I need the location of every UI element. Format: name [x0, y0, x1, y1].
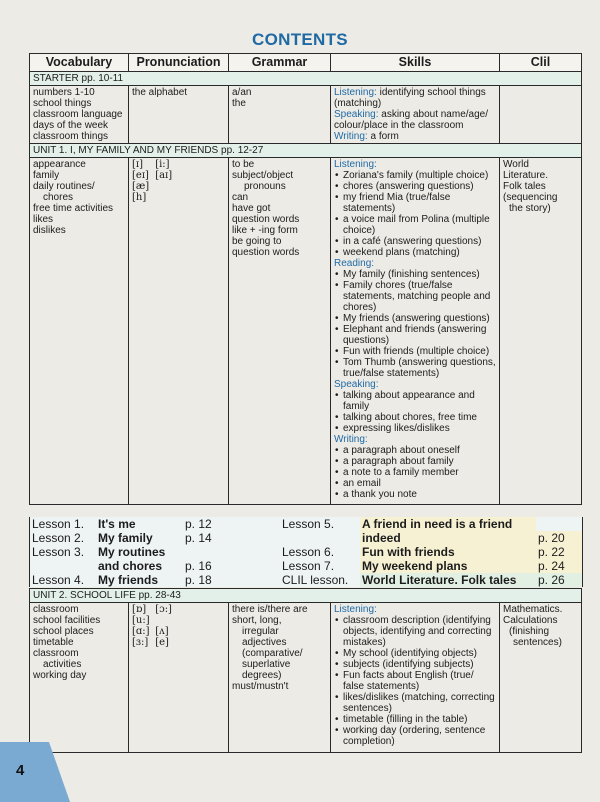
list-item: classroom [33, 648, 79, 659]
phoneme: [i:] [155, 159, 170, 170]
lesson-page [183, 545, 280, 559]
lesson-row [30, 545, 582, 559]
list-item: days of the week [33, 120, 109, 131]
lesson-row [30, 559, 582, 573]
list-item: • working day (ordering, sentence completion) [334, 725, 496, 747]
phoneme: [ɑ:] [132, 626, 150, 637]
phoneme: [æ] [132, 181, 150, 192]
list-item: have got [232, 203, 271, 214]
lesson-title: My friends [98, 573, 159, 587]
list-item: degrees) [242, 670, 282, 681]
starter-clil [500, 86, 582, 144]
writing-label: Writing: [334, 434, 368, 445]
header-row [30, 54, 582, 72]
list-item: family [33, 170, 60, 181]
unit1-clil [500, 158, 582, 505]
unit1-heading-row [30, 144, 582, 158]
lesson-page: p. 14 [185, 531, 212, 545]
list-item: (finishing [509, 626, 550, 637]
phoneme: [ɔ:] [155, 604, 172, 615]
phoneme: [ʌ] [155, 626, 169, 637]
header-grammar: Grammar [229, 54, 331, 72]
reading-list [334, 269, 496, 379]
lesson-number: Lesson 5. [282, 517, 335, 531]
listening-label: Listening: [334, 159, 377, 170]
lesson-page: p. 22 [536, 545, 582, 559]
list-item: Calculations [503, 615, 558, 626]
starter-skills [331, 86, 500, 144]
list-item: • a voice mail from Polina (multiple choice) [334, 214, 496, 236]
list-item: pronouns [244, 181, 286, 192]
list-item: timetable [33, 637, 74, 648]
list-item: • a note to a family member [334, 467, 496, 478]
unit2-heading-row [30, 589, 582, 603]
unit1-heading: UNIT 1. I, MY FAMILY AND MY FRIENDS pp. 12-27 [30, 144, 582, 158]
list-item: • classroom description (identifying objects, identifying and correcting mistakes) [334, 615, 496, 648]
lesson-title: World Literature. Folk tales [360, 573, 536, 587]
lesson-row [30, 531, 582, 545]
list-item: school things [33, 98, 92, 109]
list-item: • Elephant and friends (answering questions) [334, 324, 496, 346]
unit1-grammar [229, 158, 331, 505]
unit1-vocabulary [30, 158, 129, 505]
phoneme: [eɪ] [132, 170, 149, 181]
list-item: • talking about appearance and family [334, 390, 496, 412]
pron-row [132, 604, 225, 615]
list-item: be going to [232, 236, 282, 247]
list-item: • expressing likes/dislikes [334, 423, 496, 434]
list-item: question words [232, 247, 300, 258]
contents-table [29, 53, 582, 505]
list-item: a/an [232, 87, 252, 98]
list-item: World [503, 159, 529, 170]
list-item: • timetable (filling in the table) [334, 714, 496, 725]
lesson-page: p. 20 [536, 531, 582, 545]
lesson-title: My weekend plans [360, 559, 536, 573]
header-vocabulary: Vocabulary [30, 54, 129, 72]
listening-label: Listening: [334, 604, 377, 615]
pron-row [132, 615, 225, 626]
list-item: Mathematics. [503, 604, 563, 615]
list-item: classroom language [33, 109, 123, 120]
list-item: • Fun with friends (multiple choice) [334, 346, 496, 357]
list-item: dislikes [33, 225, 66, 236]
lesson-title: My family [98, 531, 153, 545]
lesson-number: Lesson 4. [32, 573, 85, 587]
list-item: the story) [509, 203, 551, 214]
lesson-page: p. 24 [536, 559, 582, 573]
lesson-number: CLIL lesson. [282, 573, 349, 587]
lesson-row [30, 573, 582, 587]
skill-text: identifying school things (matching) [334, 87, 486, 109]
list-item: classroom things [33, 131, 109, 142]
phoneme: [e] [155, 637, 169, 648]
lesson-page: p. 26 [536, 573, 582, 587]
list-item: • chores (answering questions) [334, 181, 496, 192]
header-clil: Clil [500, 54, 582, 72]
list-item: appearance [33, 159, 86, 170]
skill-line [334, 109, 496, 131]
list-item: • a paragraph about oneself [334, 445, 496, 456]
lessons-table [30, 517, 582, 587]
skill-label: Speaking: [334, 109, 379, 120]
phoneme: [h] [132, 192, 147, 203]
list-item: • Zoriana's family (multiple choice) [334, 170, 496, 181]
list-item: daily routines/ [33, 181, 95, 192]
list-item: (comparative/ [242, 648, 303, 659]
pron-row [132, 159, 225, 170]
list-item: like + -ing form [232, 225, 298, 236]
listening-list [334, 170, 496, 258]
starter-vocabulary [30, 86, 129, 144]
lesson-number [280, 531, 360, 545]
pron-row [132, 170, 225, 181]
list-item: working day [33, 670, 87, 681]
list-item: school places [33, 626, 94, 637]
list-item: short, long, [232, 615, 282, 626]
lesson-number: Lesson 7. [282, 559, 335, 573]
lesson-page [536, 517, 582, 531]
unit2-heading: UNIT 2. SCHOOL LIFE pp. 28-43 [30, 589, 582, 603]
unit1-pronunciation [129, 158, 229, 505]
lesson-number: Lesson 2. [32, 531, 85, 545]
lesson-number: Lesson 1. [32, 517, 85, 531]
starter-heading: STARTER pp. 10-11 [30, 72, 582, 86]
unit2-clil [500, 603, 582, 753]
unit2-row [30, 603, 582, 753]
header-pronunciation: Pronunciation [129, 54, 229, 72]
phoneme: [ɒ] [132, 604, 147, 615]
list-item: classroom [33, 604, 79, 615]
unit1-lessons [29, 517, 583, 587]
list-item: chores [43, 192, 74, 203]
unit2-skills [331, 603, 500, 753]
page-number: 4 [16, 762, 25, 779]
list-item: • Fun facts about English (true/ false statements) [334, 670, 496, 692]
phoneme: [aɪ] [155, 170, 173, 181]
list-item: • a thank you note [334, 489, 496, 500]
list-item: likes [33, 214, 54, 225]
list-item: to be [232, 159, 255, 170]
listening-list [334, 615, 496, 747]
list-item: the [232, 98, 246, 109]
pron-row [132, 637, 225, 648]
list-item: (sequencing [503, 192, 558, 203]
list-item: • subjects (identifying subjects) [334, 659, 496, 670]
unit2-pronunciation [129, 603, 229, 753]
list-item: subject/object [232, 170, 294, 181]
speaking-label: Speaking: [334, 379, 379, 390]
lesson-title: A friend in need is a friend [360, 517, 536, 531]
pron-row [132, 181, 225, 192]
phoneme: [u:] [132, 615, 150, 626]
unit2-vocabulary [30, 603, 129, 753]
lesson-title: My routines [98, 545, 166, 559]
lesson-title: indeed [360, 531, 536, 545]
list-item: school facilities [33, 615, 101, 626]
list-item: • My friends (answering questions) [334, 313, 496, 324]
lesson-number: Lesson 3. [32, 545, 85, 559]
list-item: superlative [242, 659, 291, 670]
list-item: • an email [334, 478, 496, 489]
starter-grammar [229, 86, 331, 144]
skill-text: a form [367, 131, 399, 142]
list-item: irregular [242, 626, 279, 637]
skill-line [334, 87, 496, 109]
list-item: activities [43, 659, 82, 670]
skill-line [334, 131, 496, 142]
list-item: • weekend plans (matching) [334, 247, 496, 258]
list-item: must/mustn't [232, 681, 289, 692]
unit1-row [30, 158, 582, 505]
lesson-number [30, 559, 96, 573]
lesson-title: Fun with friends [360, 545, 536, 559]
phoneme: [ɪ] [132, 159, 144, 170]
list-item: numbers 1-10 [33, 87, 95, 98]
writing-list [334, 445, 496, 500]
list-item: • Tom Thumb (answering questions, true/false statements) [334, 357, 496, 379]
list-item: • my friend Mia (true/false statements) [334, 192, 496, 214]
list-item: • My school (identifying objects) [334, 648, 496, 659]
lesson-row [30, 517, 582, 531]
starter-heading-row [30, 72, 582, 86]
list-item: sentences) [513, 637, 562, 648]
skill-text: asking about name/age/ colour/place in the classroom [334, 109, 489, 131]
lesson-title: It's me [98, 517, 136, 531]
page-title: CONTENTS [252, 30, 348, 49]
unit1-skills [331, 158, 500, 505]
header-skills: Skills [331, 54, 500, 72]
list-item: question words [232, 214, 300, 225]
reading-label: Reading: [334, 258, 375, 269]
lesson-title: and chores [98, 559, 163, 573]
list-item: free time activities [33, 203, 114, 214]
list-item: • a paragraph about family [334, 456, 496, 467]
lesson-page: p. 18 [185, 573, 212, 587]
list-item: • Family chores (true/false statements, matching people and chores) [334, 280, 496, 313]
unit2-grammar [229, 603, 331, 753]
lesson-page: p. 12 [185, 517, 212, 531]
list-item: • My family (finishing sentences) [334, 269, 496, 280]
list-item: can [232, 192, 249, 203]
list-item: Folk tales [503, 181, 546, 192]
lesson-number: Lesson 6. [282, 545, 335, 559]
list-item: adjectives [242, 637, 287, 648]
list-item: • likes/dislikes (matching, correcting sentences) [334, 692, 496, 714]
starter-pronunciation: the alphabet [129, 86, 229, 144]
list-item: • in a café (answering questions) [334, 236, 496, 247]
list-item: there is/there are [232, 604, 308, 615]
unit2-table [29, 588, 582, 753]
speaking-list [334, 390, 496, 434]
list-item: Literature. [503, 170, 549, 181]
skill-label: Listening: [334, 87, 377, 98]
list-item: • talking about chores, free time [334, 412, 496, 423]
phoneme: [ɜ:] [132, 637, 149, 648]
lesson-page: p. 16 [185, 559, 212, 573]
pron-row [132, 626, 225, 637]
starter-row [30, 86, 582, 144]
pron-row [132, 192, 225, 203]
skill-label: Writing: [334, 131, 368, 142]
